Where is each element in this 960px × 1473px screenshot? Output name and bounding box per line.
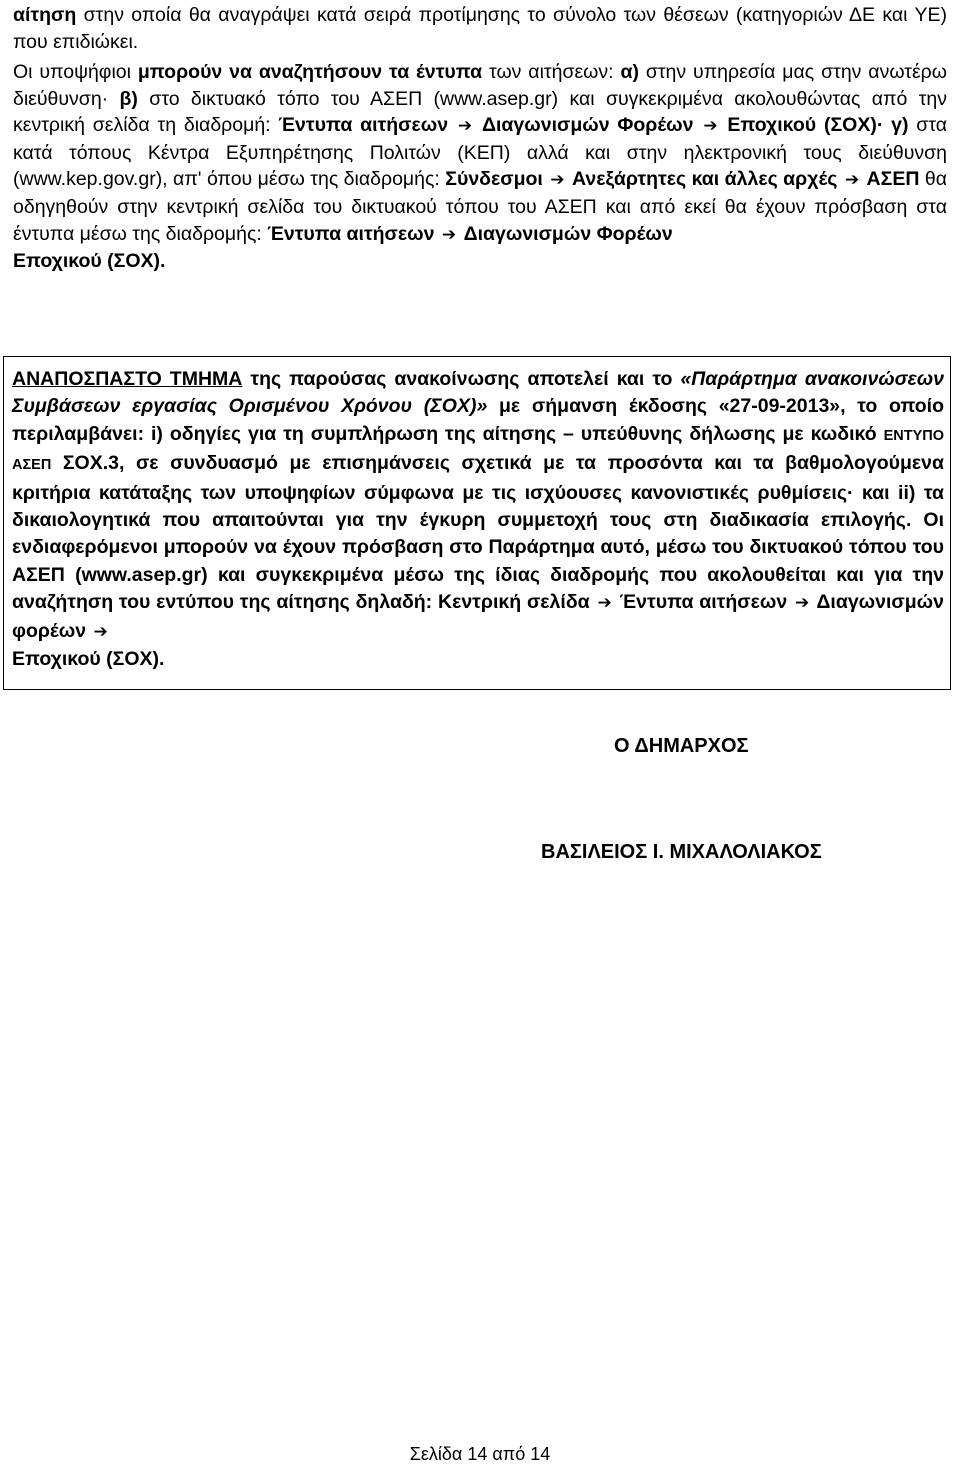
text-run-bold: β) bbox=[119, 87, 138, 110]
text-run-bold: α) bbox=[620, 61, 639, 83]
annex-notice-paragraph bbox=[12, 366, 944, 673]
annex-notice-box bbox=[3, 356, 951, 690]
intro-bold: αίτηση bbox=[13, 4, 77, 26]
path-step: Ανεξάρτητες και άλλες αρχές bbox=[572, 168, 838, 191]
mayor-title: Ο ΔΗΜΑΡΧΟΣ bbox=[614, 735, 749, 757]
path-step: Σύνδεσμοι bbox=[445, 168, 543, 191]
text-run: Οι υποψήφιοι bbox=[13, 61, 138, 83]
text-run: στα κατά τόπους Κέντρα Εξυπηρέτησης Πολιτών (ΚΕΠ) αλλά και στην ηλεκτρονική τους διεύθυνση (www.kep.gov.gr), απ' όπου μέσω της διαδρομής: bbox=[13, 114, 948, 191]
text-run: θα οδηγηθούν στην κεντρική σελίδα του δικτυακού τόπου του ΑΣΕΠ και από εκεί θα έχουν πρόσβαση στα έντυπα μέσω της διαδρομής: bbox=[13, 168, 947, 245]
arrow-right-icon: ➔ bbox=[795, 593, 810, 614]
text-run: στην υπηρεσία μας στην ανωτέρω διεύθυνση· bbox=[13, 61, 947, 110]
path-step: Εποχικού (ΣΟΧ)· γ) bbox=[727, 114, 909, 137]
intro-text: στην οποία θα αναγράψει κατά σειρά προτίμησης το σύνολο των θέσεων (κατηγοριών ΔΕ και ΥΕ) που επιδιώκει. bbox=[13, 4, 947, 53]
annex-heading: ΑΝΑΠΟΣΠΑΣΤΟ ΤΜΗΜΑ bbox=[12, 368, 243, 390]
arrow-right-icon: ➔ bbox=[457, 116, 473, 137]
text-run: στο δικτυακό τόπο του ΑΣΕΠ (www.asep.gr) και συγκεκριμένα ακολουθώντας από την κεντρική σελίδα τη διαδρομή: bbox=[13, 87, 947, 137]
path-step: Διαγωνισμών Φορέων bbox=[481, 114, 694, 137]
arrow-right-icon: ➔ bbox=[550, 170, 565, 191]
text-run: των αιτήσεων: bbox=[482, 61, 621, 83]
text-run: με σήμανση έκδοσης «27-09-2013», το οποίο περιλαμβάνει: i) οδηγίες για τη συμπλήρωση της αίτησης – υπεύθυνης δήλωσης με κωδικό bbox=[12, 395, 945, 445]
path-step: Έντυπα αιτήσεων bbox=[267, 222, 435, 245]
text-run: της παρούσας ανακοίνωσης αποτελεί και το bbox=[242, 368, 681, 390]
text-run: ΣΟΧ.3, σε συνδυασμό με επισημάνσεις σχετικά με τα προσόντα και τα βαθμολογούμενα κριτήρια κατάταξης των υποψηφίων σύμφωνα με τις ισχύουσες κανονιστικές ρυθμίσεις· και ii) τα δικαιολογητικά που απαιτούνται για την έγκυρη συμμετοχή τους στη διαδικασία επιλογής. Οι ενδιαφερόμενοι μπορούν να έχουν πρόσβαση στο Παράρτημα αυτό, μέσω του δικτυακού τόπου του ΑΣΕΠ (www.asep.gr) και συγκεκριμένα μέσω της ίδιας διαδρομής που ακολουθείται και για την αναζήτηση του εντύπου της αίτησης δηλαδή: Κεντρική σελίδα bbox=[12, 452, 944, 614]
form-code: ΕΝΤΥΠΟ ΑΣΕΠ bbox=[12, 427, 944, 474]
arrow-right-icon: ➔ bbox=[703, 116, 718, 137]
annex-title: «Παράρτημα ανακοινώσεων Συμβάσεων εργασίας Ορισμένου Χρόνου (ΣΟΧ)» bbox=[12, 368, 944, 418]
path-step: Εποχικού (ΣΟΧ). bbox=[13, 250, 166, 273]
arrow-right-icon: ➔ bbox=[441, 224, 457, 245]
path-step: Έντυπα αιτήσεων bbox=[619, 591, 788, 614]
mayor-name: ΒΑΣΙΛΕΙΟΣ Ι. ΜΙΧΑΛΟΛΙΑΚΟΣ bbox=[541, 841, 822, 863]
arrow-right-icon: ➔ bbox=[844, 170, 860, 191]
forms-paragraph bbox=[13, 59, 947, 275]
text-run-bold: μπορούν να αναζητήσουν τα έντυπα bbox=[137, 61, 483, 83]
arrow-right-icon: ➔ bbox=[597, 593, 612, 614]
path-step: Διαγωνισμών φορέων bbox=[12, 591, 944, 642]
intro-paragraph bbox=[13, 2, 947, 55]
arrow-right-icon: ➔ bbox=[93, 621, 108, 642]
path-step: Έντυπα αιτήσεων bbox=[278, 114, 449, 137]
path-step: Εποχικού (ΣΟΧ). bbox=[12, 648, 165, 671]
path-step: Διαγωνισμών Φορέων bbox=[463, 222, 673, 245]
path-step: ΑΣΕΠ bbox=[866, 168, 920, 191]
page-number: Σελίδα 14 από 14 bbox=[409, 1444, 551, 1464]
